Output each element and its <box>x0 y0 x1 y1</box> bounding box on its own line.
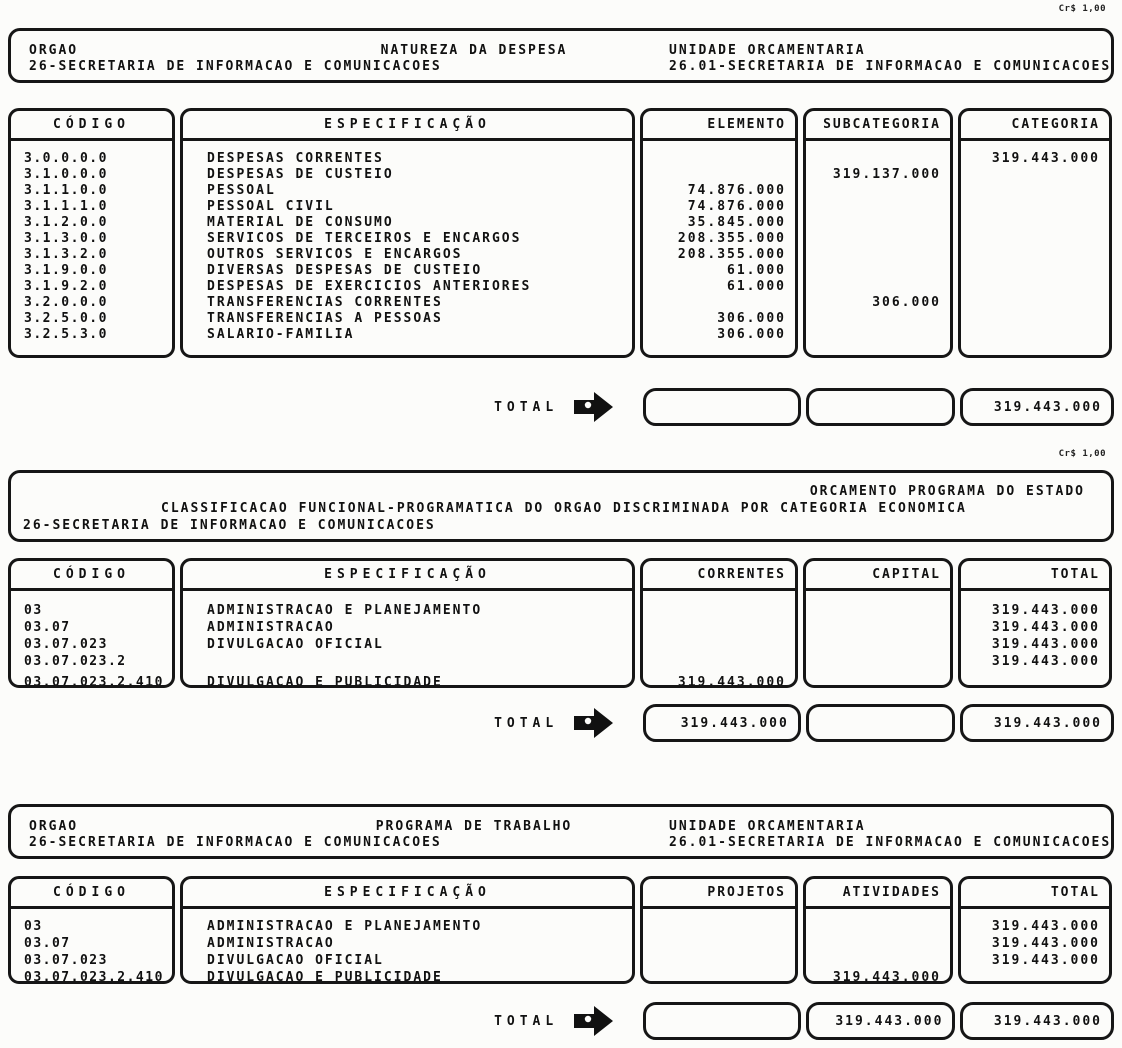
elemento-column <box>640 108 798 358</box>
amount-cell <box>806 215 950 231</box>
amount-cell: 319.443.000 <box>991 919 1100 934</box>
total-label: TOTAL <box>494 1013 559 1029</box>
amount-cell <box>961 263 1109 279</box>
subcategoria-column-header: SUBCATEGORIA <box>806 111 950 141</box>
categoria-column-body <box>961 141 1109 343</box>
total-column <box>958 876 1112 984</box>
code-cell: 3.1.2.0.0 <box>24 215 108 230</box>
amount-cell <box>806 151 950 167</box>
amount-cell: 306.000 <box>717 311 786 326</box>
amount-cell: 74.876.000 <box>687 199 786 214</box>
spec-cell: DIVULGACAO E PUBLICIDADE <box>207 970 443 984</box>
spec-cell: OUTROS SERVICOS E ENCARGOS <box>207 247 463 262</box>
especificacao-column-body <box>183 591 632 688</box>
orcamento-programa-title: ORCAMENTO PROGRAMA DO ESTADO <box>809 484 1085 499</box>
code-cell: 03.07.023 <box>24 637 108 652</box>
amount-cell <box>806 602 950 619</box>
code-cell: 03.07 <box>24 620 71 635</box>
section1-total-row <box>8 388 1114 426</box>
correntes-column <box>640 558 798 688</box>
total-column-header: TOTAL <box>961 561 1109 591</box>
total-elemento-box <box>643 388 801 426</box>
especificacao-column-header: ESPECIFICAÇÃO <box>183 111 632 141</box>
total-subcategoria-box <box>806 388 956 426</box>
amount-cell <box>643 636 795 653</box>
code-cell: 3.2.5.0.0 <box>24 311 108 326</box>
amount-cell <box>961 167 1109 183</box>
especificacao-column <box>180 108 635 358</box>
amount-cell: 319.443.000 <box>991 620 1100 635</box>
amount-cell <box>643 653 795 670</box>
amount-cell <box>806 619 950 636</box>
amount-cell <box>643 969 795 984</box>
amount-cell <box>961 215 1109 231</box>
spec-cell: TRANSFERENCIAS CORRENTES <box>207 295 443 310</box>
amount-cell: 306.000 <box>872 295 941 310</box>
amount-cell <box>806 636 950 653</box>
projetos-column-body <box>643 909 795 984</box>
code-cell: 03.07.023.2.410 <box>24 970 164 984</box>
spec-cell: PESSOAL <box>207 183 276 198</box>
amount-cell: 306.000 <box>717 327 786 342</box>
amount-cell <box>643 167 795 183</box>
section2-header-box <box>8 470 1114 542</box>
unidade-orcamentaria-value: 26.01-SECRETARIA DE INFORMACAO E COMUNICACOES <box>669 59 1112 74</box>
correntes-column-body <box>643 591 795 688</box>
amount-cell <box>806 674 950 688</box>
amount-cell <box>961 295 1109 311</box>
code-cell: 03 <box>24 919 43 934</box>
atividades-column-header: ATIVIDADES <box>806 879 950 909</box>
spec-cell: SERVICOS DE TERCEIROS E ENCARGOS <box>207 231 522 246</box>
unidade-orcamentaria-label: UNIDADE ORCAMENTARIA <box>669 819 866 834</box>
spec-cell: DESPESAS DE CUSTEIO <box>207 167 394 182</box>
spec-cell: ADMINISTRACAO E PLANEJAMENTO <box>207 919 483 934</box>
currency-unit-note: Cr$ 1,00 <box>1058 4 1106 14</box>
codigo-column <box>8 108 175 358</box>
amount-cell <box>806 653 950 670</box>
especificacao-column-header: ESPECIFICAÇÃO <box>183 879 632 909</box>
amount-cell <box>643 602 795 619</box>
spec-cell: ADMINISTRACAO <box>207 936 335 951</box>
total-column-body <box>961 591 1109 688</box>
amount-cell: 319.443.000 <box>832 970 941 984</box>
total-geral-box: 319.443.000 <box>960 704 1114 742</box>
code-cell: 3.1.3.0.0 <box>24 231 108 246</box>
amount-cell <box>806 327 950 343</box>
amount-cell <box>806 231 950 247</box>
amount-cell: 319.443.000 <box>991 654 1100 669</box>
amount-cell <box>961 247 1109 263</box>
elemento-column-header: ELEMENTO <box>643 111 795 141</box>
section3-title: PROGRAMA DE TRABALHO <box>375 819 573 834</box>
amount-cell <box>961 183 1109 199</box>
spec-cell: ADMINISTRACAO E PLANEJAMENTO <box>207 603 483 618</box>
code-cell: 3.2.0.0.0 <box>24 295 108 310</box>
capital-column <box>803 558 953 688</box>
amount-cell <box>806 918 950 935</box>
amount-cell: 319.443.000 <box>677 675 786 688</box>
spec-cell <box>183 653 632 670</box>
total-column <box>958 558 1112 688</box>
spec-cell: DIVULGACAO OFICIAL <box>207 637 384 652</box>
amount-cell: 61.000 <box>727 263 786 278</box>
especificacao-column-body <box>183 141 632 343</box>
code-cell: 3.2.5.3.0 <box>24 327 108 342</box>
total-correntes-box: 319.443.000 <box>643 704 801 742</box>
code-cell: 03.07.023 <box>24 953 108 968</box>
atividades-column-body <box>806 909 950 984</box>
orgao-label: ORGAO <box>29 43 79 58</box>
code-cell: 3.1.1.1.0 <box>24 199 108 214</box>
amount-cell: 208.355.000 <box>677 231 786 246</box>
code-cell: 03.07.023.2 <box>24 654 127 669</box>
section1-title: NATUREZA DA DESPESA <box>380 43 568 58</box>
total-capital-box <box>806 704 956 742</box>
amount-cell: 319.443.000 <box>991 936 1100 951</box>
projetos-column <box>640 876 798 984</box>
amount-cell <box>643 935 795 952</box>
section2-total-row <box>8 704 1114 742</box>
amount-cell <box>806 952 950 969</box>
amount-cell <box>806 935 950 952</box>
programa-trabalho-table <box>8 876 1114 984</box>
especificacao-column <box>180 876 635 984</box>
total-label: TOTAL <box>494 715 559 731</box>
orgao-value: 26-SECRETARIA DE INFORMACAO E COMUNICACOES <box>29 59 442 74</box>
amount-cell <box>806 199 950 215</box>
spec-cell: TRANSFERENCIAS A PESSOAS <box>207 311 443 326</box>
amount-cell <box>806 247 950 263</box>
classificacao-funcional-table <box>8 558 1114 688</box>
amount-cell <box>961 199 1109 215</box>
total-label-area <box>8 391 638 423</box>
capital-column-body <box>806 591 950 688</box>
spec-cell: DIVULGACAO OFICIAL <box>207 953 384 968</box>
spec-cell: ADMINISTRACAO <box>207 620 335 635</box>
section1-header-box <box>8 28 1114 83</box>
amount-cell <box>961 674 1109 688</box>
codigo-column-header: CÓDIGO <box>11 111 172 141</box>
code-cell: 3.1.0.0.0 <box>24 167 108 182</box>
amount-cell: 319.443.000 <box>991 151 1100 166</box>
amount-cell: 61.000 <box>727 279 786 294</box>
amount-cell <box>961 327 1109 343</box>
amount-cell <box>806 183 950 199</box>
amount-cell: 208.355.000 <box>677 247 786 262</box>
amount-cell: 319.443.000 <box>991 637 1100 652</box>
spec-cell: SALARIO-FAMILIA <box>207 327 355 342</box>
total-column-header: TOTAL <box>961 879 1109 909</box>
amount-cell: 74.876.000 <box>687 183 786 198</box>
spec-cell: MATERIAL DE CONSUMO <box>207 215 394 230</box>
categoria-column-header: CATEGORIA <box>961 111 1109 141</box>
total-geral-box: 319.443.000 <box>960 1002 1114 1040</box>
amount-cell <box>643 952 795 969</box>
especificacao-column <box>180 558 635 688</box>
amount-cell: 319.443.000 <box>991 603 1100 618</box>
code-cell: 03.07 <box>24 936 71 951</box>
total-atividades-box: 319.443.000 <box>806 1002 956 1040</box>
spec-cell: PESSOAL CIVIL <box>207 199 335 214</box>
unidade-orcamentaria-value: 26.01-SECRETARIA DE INFORMACAO E COMUNICACOES <box>669 835 1112 850</box>
code-cell: 3.1.9.2.0 <box>24 279 108 294</box>
amount-cell <box>643 295 795 311</box>
codigo-column-body <box>11 141 172 343</box>
natureza-despesa-table <box>8 108 1114 358</box>
total-arrow-icon <box>572 707 614 739</box>
code-cell: 03.07.023.2.410 <box>24 675 164 688</box>
unidade-orcamentaria-label: UNIDADE ORCAMENTARIA <box>669 43 866 58</box>
codigo-column <box>8 876 175 984</box>
codigo-column <box>8 558 175 688</box>
amount-cell <box>806 263 950 279</box>
section3-total-row <box>8 1002 1114 1040</box>
amount-cell <box>806 279 950 295</box>
total-column-body <box>961 909 1109 984</box>
amount-cell: 319.443.000 <box>991 953 1100 968</box>
projetos-column-header: PROJETOS <box>643 879 795 909</box>
currency-unit-note: Cr$ 1,00 <box>1058 449 1106 459</box>
subcategoria-column-body <box>806 141 950 343</box>
spec-cell: DESPESAS CORRENTES <box>207 151 384 166</box>
amount-cell <box>961 279 1109 295</box>
spec-cell: DIVERSAS DESPESAS DE CUSTEIO <box>207 263 483 278</box>
correntes-column-header: CORRENTES <box>643 561 795 591</box>
atividades-column <box>803 876 953 984</box>
amount-cell <box>643 151 795 167</box>
section3-header-box <box>8 804 1114 859</box>
amount-cell <box>961 311 1109 327</box>
orgao-label: ORGAO <box>29 819 79 834</box>
amount-cell <box>643 918 795 935</box>
total-label-area <box>8 707 638 739</box>
orgao-value: 26-SECRETARIA DE INFORMACAO E COMUNICACOES <box>29 835 442 850</box>
amount-cell <box>961 969 1109 984</box>
amount-cell <box>961 231 1109 247</box>
amount-cell <box>806 311 950 327</box>
capital-column-header: CAPITAL <box>806 561 950 591</box>
code-cell: 3.1.9.0.0 <box>24 263 108 278</box>
spec-cell: DESPESAS DE EXERCICIOS ANTERIORES <box>207 279 532 294</box>
total-label: TOTAL <box>494 399 559 415</box>
codigo-column-header: CÓDIGO <box>11 879 172 909</box>
orgao-value: 26-SECRETARIA DE INFORMACAO E COMUNICACOES <box>23 518 436 533</box>
amount-cell: 319.137.000 <box>832 167 941 182</box>
total-categoria-box: 319.443.000 <box>960 388 1114 426</box>
total-projetos-box <box>643 1002 801 1040</box>
spec-cell: DIVULGACAO E PUBLICIDADE <box>207 675 443 688</box>
total-arrow-icon <box>572 391 614 423</box>
section2-title: CLASSIFICACAO FUNCIONAL-PROGRAMATICA DO ORGAO DISCRIMINADA POR CATEGORIA ECONOMICA <box>161 501 967 516</box>
subcategoria-column <box>803 108 953 358</box>
codigo-column-body <box>11 591 172 688</box>
codigo-column-body <box>11 909 172 984</box>
code-cell: 3.1.3.2.0 <box>24 247 108 262</box>
elemento-column-body <box>643 141 795 343</box>
code-cell: 3.0.0.0.0 <box>24 151 108 166</box>
code-cell: 03 <box>24 603 43 618</box>
especificacao-column-header: ESPECIFICAÇÃO <box>183 561 632 591</box>
total-label-area <box>8 1005 638 1037</box>
total-arrow-icon <box>572 1005 614 1037</box>
amount-cell <box>643 619 795 636</box>
amount-cell: 35.845.000 <box>687 215 786 230</box>
especificacao-column-body <box>183 909 632 984</box>
codigo-column-header: CÓDIGO <box>11 561 172 591</box>
categoria-column <box>958 108 1112 358</box>
code-cell: 3.1.1.0.0 <box>24 183 108 198</box>
